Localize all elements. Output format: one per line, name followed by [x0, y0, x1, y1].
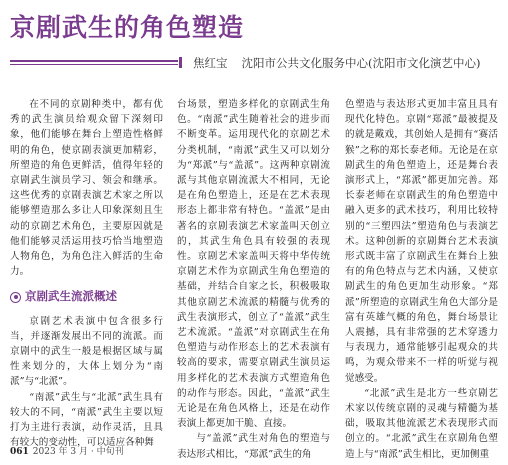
issue-info: 2023 年 3 月 · 中旬刊: [32, 447, 124, 457]
section-heading: [10, 289, 163, 304]
page-number: 061: [10, 447, 29, 457]
paragraph-continued: 台场景，塑造多样化的京剧武生角色。“南派”武生随着社会的进步而不断变革。运用现代化的京剧艺术分类机制，“南派”武生又可以划分为“郑派”与“盖派”。这两种京剧流派与其他京剧流派大不相同，无论是在角色塑造上，还是在艺术表现形态上都非常有特色。“盖派”是由著名的京剧表演艺术家盖叫天创立的，其武生角色具有较强的表现性。京剧艺术家盖叫天将中华传统京剧艺术作为京剧武生角色塑造的基础，并结合自家之长，积极吸取其他京剧艺术流派的精髓与优秀的武生表演形式，创立了“盖派”武生艺术流派。“盖派”对京剧武生在角色塑造与动作形态上的艺术表演有较高的要求，需要京剧武生演员运用多样化的艺术表演方式塑造角色的动作与形态。因此，“盖派”武生无论是在角色风格上，还是在动作表演上都更加干脆、直接。: [177, 99, 330, 430]
author-name: 焦红宝: [193, 56, 228, 70]
byline-rule-thick: [10, 60, 178, 62]
section-heading-text: 京剧武生流派概述: [25, 289, 117, 304]
byline-rule-thin: [10, 64, 178, 65]
page-footer: [10, 444, 124, 457]
section-bullet-icon: [10, 292, 21, 303]
article-title: 京剧武生的角色塑造: [10, 13, 245, 42]
text-column-1: [10, 97, 163, 450]
text-column-2: [177, 97, 330, 462]
paragraph: 与“盖派”武生对角色的塑造与表达形式相比，“郑派”武生的角: [177, 433, 330, 460]
paragraph-continued: 色塑造与表达形式更加丰富且具有现代化特色。京剧“郑派”最被提及的就是戴戏，其创始人是拥有“赛活猴”之称的郑长泰老师。无论是在京剧武生的角色塑造上，还是舞台表演形式上，“郑派”都更加完善。郑长泰老师在京剧武生的角色塑造中融入更多的武术技巧，利用比较特别的“三塑四法”塑造角色与表演艺术。这种创新的京剧舞台艺术表演形式既丰富了京剧武生在舞台上独有的角色特点与艺术内涵，又使京剧武生的角色更加生动形象。“郑派”所塑造的京剧武生角色大部分是富有英雄气概的角色，舞台场景让人震撼，具有非常强的艺术穿透力与表现力，通常能够引起观众的共鸣，为观众带来不一样的听觉与视觉感受。: [345, 99, 498, 384]
paragraph: “北派”武生是北方一些京剧艺术家以传统京剧的灵魂与精髓为基础，吸取其他流派艺术表现形式而创立的。“北派”武生在京剧角色塑造上与“南派”武生相比，更加侧重: [345, 387, 498, 460]
paragraph: 京剧艺术表演中包含很多行当，并逐渐发展出不同的流派。而京剧中的武生一般是根据区域与属性来划分的，大体上划分为“南派”与“北派”。: [10, 315, 163, 388]
byline-rule: [10, 60, 182, 65]
paragraph: “南派”武生与“北派”武生具有较大的不同，“南派”武生主要以短打为主进行表演，动作灵活，且具有较大的变动性，可以适应各种舞: [10, 391, 163, 449]
paragraph: 在不同的京剧种类中，都有优秀的武生演员给观众留下深刻印象，他们能够在舞台上塑造性格鲜明的角色，使京剧表演更加精彩，所塑造的角色更鲜活，值得年轻的京剧武生演员学习、领会和继承。这些优秀的京剧表演艺术家之所以能够塑造那么多让人印象深刻且生动的京剧艺术角色，主要原因就是他们能够灵活运用技巧恰当地塑造人物角色，为角色注入鲜活的生命力。: [10, 99, 163, 278]
byline-rule-cap: [179, 57, 182, 68]
author-affiliation: 沈阳市公共文化服务中心(沈阳市文化演艺中心): [241, 56, 481, 70]
text-column-3: [345, 97, 498, 462]
byline: [193, 55, 480, 71]
